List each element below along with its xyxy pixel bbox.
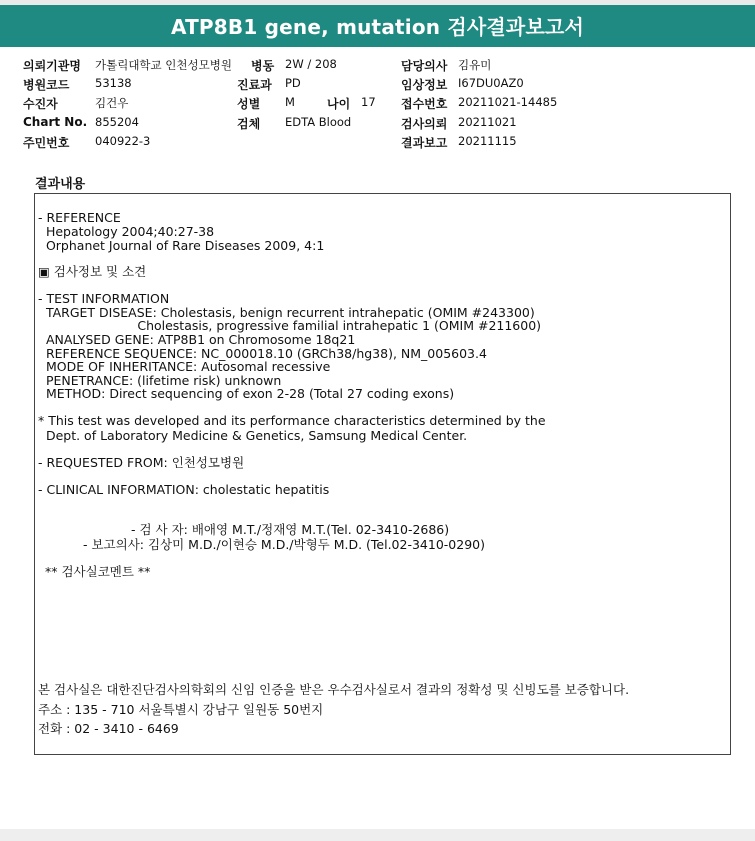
disclaimer-line: * This test was developed and its performance characteristics determined by the <box>38 413 546 428</box>
hospital-code-label: 병원코드 <box>23 78 70 92</box>
results-box <box>34 193 731 755</box>
sex-value: M <box>285 95 295 109</box>
ward-label: 병동 <box>251 59 275 73</box>
doctor-label: 담당의사 <box>401 59 448 73</box>
penetrance-line: PENETRANCE: (lifetime risk) unknown <box>38 373 282 388</box>
receipt-no-value: 20211021-14485 <box>458 95 558 109</box>
analysed-gene-line: ANALYSED GENE: ATP8B1 on Chromosome 18q21 <box>38 332 356 347</box>
results-section-title: 결과내용 <box>35 177 86 192</box>
clinical-info-line: - CLINICAL INFORMATION: cholestatic hepatitis <box>38 482 330 497</box>
reporting-doctor-line: - 보고의사: 김상미 M.D./이현승 M.D./박형두 M.D. (Tel.02-3410-0290) <box>83 537 485 552</box>
disclaimer-line: Dept. of Laboratory Medicine & Genetics, Samsung Medical Center. <box>38 428 468 443</box>
test-info-section-heading: ▣ 검사정보 및 소견 <box>38 264 147 279</box>
recipient-value: 김건우 <box>95 96 129 110</box>
report-label: 결과보고 <box>401 136 448 150</box>
target-disease-line: TARGET DISEASE: Cholestasis, benign recurrent intrahepatic (OMIM #243300) <box>38 305 535 320</box>
bottom-bar <box>0 829 755 841</box>
inheritance-line: MODE OF INHERITANCE: Autosomal recessive <box>38 359 331 374</box>
institution-value: 가톨릭대학교 인천성모병원 <box>95 58 232 72</box>
target-disease-line: Cholestasis, progressive familial intrahepatic 1 (OMIM #211600) <box>38 318 542 333</box>
institution-label: 의뢰기관명 <box>23 59 81 73</box>
reference-heading: - REFERENCE <box>38 210 121 225</box>
request-label: 검사의뢰 <box>401 117 448 131</box>
method-line: METHOD: Direct sequencing of exon 2-28 (Total 27 coding exons) <box>38 386 455 401</box>
report-title: ATP8B1 gene, mutation 검사결과보고서 <box>0 5 755 47</box>
chart-no-label: Chart No. <box>23 115 88 129</box>
reference-line: Hepatology 2004;40:27-38 <box>38 224 215 239</box>
lab-phone: 전화 : 02 - 3410 - 6469 <box>38 721 179 736</box>
request-value: 20211021 <box>458 115 517 129</box>
age-label: 나이 <box>327 97 351 111</box>
reference-line: Orphanet Journal of Rare Diseases 2009, 4:1 <box>38 238 325 253</box>
age-value: 17 <box>361 95 376 109</box>
specimen-label: 검체 <box>237 117 261 131</box>
requested-from-line: - REQUESTED FROM: 인천성모병원 <box>38 455 245 470</box>
ward-value: 2W / 208 <box>285 57 337 71</box>
patient-info-panel <box>0 55 755 155</box>
technician-line: - 검 사 자: 배애영 M.T./정재영 M.T.(Tel. 02-3410-2686) <box>131 522 450 537</box>
reference-sequence-line: REFERENCE SEQUENCE: NC_000018.10 (GRCh38/hg38), NM_005603.4 <box>38 346 487 361</box>
clinical-info-label: 임상정보 <box>401 78 448 92</box>
test-info-heading: - TEST INFORMATION <box>38 291 170 306</box>
department-value: PD <box>285 76 301 90</box>
resident-no-value: 040922-3 <box>95 134 151 148</box>
department-label: 진료과 <box>237 78 272 92</box>
lab-comment-heading: ** 검사실코멘트 ** <box>45 564 151 579</box>
certification-statement: 본 검사실은 대한진단검사의학회의 신임 인증을 받은 우수검사실로서 결과의 정확성 및 신빙도를 보증합니다. <box>38 682 630 697</box>
report-value: 20211115 <box>458 134 517 148</box>
hospital-code-value: 53138 <box>95 76 132 90</box>
doctor-value: 김유미 <box>458 58 492 72</box>
clinical-info-value: I67DU0AZ0 <box>458 76 524 90</box>
lab-address: 주소 : 135 - 710 서울특별시 강남구 일원동 50번지 <box>38 702 324 717</box>
specimen-value: EDTA Blood <box>285 115 352 129</box>
receipt-no-label: 접수번호 <box>401 97 448 111</box>
sex-label: 성별 <box>237 97 261 111</box>
chart-no-value: 855204 <box>95 115 139 129</box>
resident-no-label: 주민번호 <box>23 136 70 150</box>
recipient-label: 수진자 <box>23 97 58 111</box>
